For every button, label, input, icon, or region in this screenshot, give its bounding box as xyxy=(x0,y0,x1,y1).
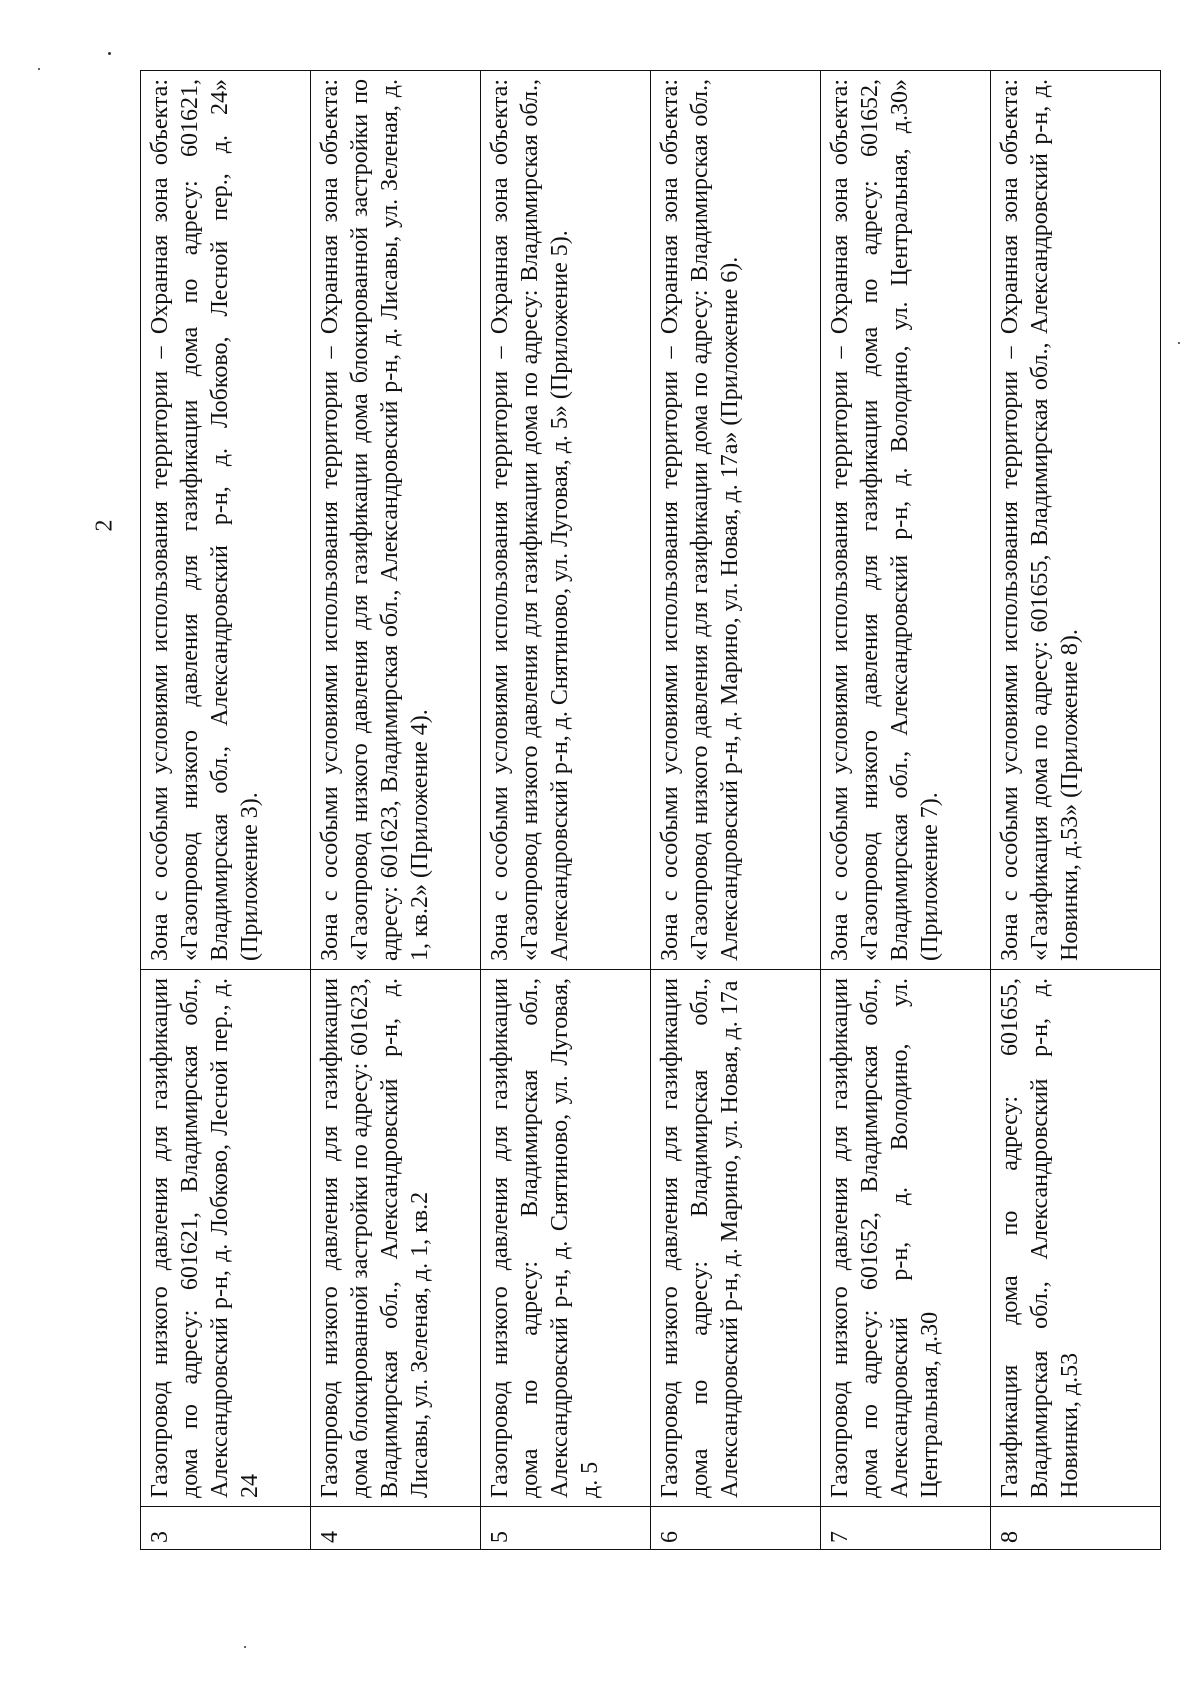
object-description: Газопровод низкого давления для газификации дома по адресу: Владимирская обл., Александровский р-н, д. Снятиново, ул. Луговая, д. 5 xyxy=(481,970,651,1507)
table-row xyxy=(821,71,991,1550)
row-number: 4 xyxy=(311,1507,481,1550)
object-description: Газопровод низкого давления для газификации дома по адресу: Владимирская обл., Александровский р-н, д. Марино, ул. Новая, д. 17а xyxy=(651,970,821,1507)
scan-speck xyxy=(1178,342,1180,344)
table-row xyxy=(651,71,821,1550)
object-description: Газопровод низкого давления для газификации дома по адресу: 601621, Владимирская обл., Александровский р-н, д. Лобково, Лесной пер., д. 24 xyxy=(141,970,311,1507)
table-row xyxy=(141,71,311,1550)
table-row xyxy=(481,71,651,1550)
scan-speck xyxy=(108,52,111,55)
table-row xyxy=(311,71,481,1550)
table-row xyxy=(991,71,1161,1550)
row-number: 5 xyxy=(481,1507,651,1550)
zone-description: Зона с особыми условиями использования территории – Охранная зона объекта: «Газопровод низкого давления для газификации дома по адресу: 601652, Владимирская обл., Александровский р-н, д. Володино, ул. Центральная, д.30» (Приложение 7). xyxy=(821,71,991,970)
rotated-table-container xyxy=(140,70,1160,1550)
table-rotation-wrapper xyxy=(140,70,1160,1550)
object-description: Газификация дома по адресу: 601655, Владимирская обл., Александровский р-н, д. Новинки, д.53 xyxy=(991,970,1161,1507)
row-number: 7 xyxy=(821,1507,991,1550)
page-number: 2 xyxy=(91,519,118,532)
scan-speck xyxy=(38,68,40,70)
zone-description: Зона с особыми условиями использования территории – Охранная зона объекта: «Газопровод низкого давления для газификации дома блокированной застройки по адресу: 601623, Владимирская обл., Александровский р-н, д. Лисавы, ул. Зеленая, д. 1, кв.2» (Приложение 4). xyxy=(311,71,481,970)
row-number: 8 xyxy=(991,1507,1161,1550)
zone-description: Зона с особыми условиями использования территории – Охранная зона объекта: «Газификация дома по адресу: 601655, Владимирская обл., Александровский р-н, д. Новинки, д.53» (Приложение 8). xyxy=(991,71,1161,970)
objects-table xyxy=(140,70,1161,1550)
row-number: 6 xyxy=(651,1507,821,1550)
scan-speck xyxy=(244,1646,246,1648)
object-description: Газопровод низкого давления для газификации дома по адресу: 601652, Владимирская обл., Александровский р-н, д. Володино, ул. Центральная, д.30 xyxy=(821,970,991,1507)
zone-description: Зона с особыми условиями использования территории – Охранная зона объекта: «Газопровод низкого давления для газификации дома по адресу: Владимирская обл., Александровский р-н, д. Снятиново, ул. Луговая, д. 5» (Приложение 5). xyxy=(481,71,651,970)
zone-description: Зона с особыми условиями использования территории – Охранная зона объекта: «Газопровод низкого давления для газификации дома по адресу: 601621, Владимирская обл., Александровский р-н, д. Лобково, Лесной пер., д. 24» (Приложение 3). xyxy=(141,71,311,970)
object-description: Газопровод низкого давления для газификации дома блокированной застройки по адресу: 601623, Владимирская обл., Александровский р-н, д. Лисавы, ул. Зеленая, д. 1, кв.2 xyxy=(311,970,481,1507)
zone-description: Зона с особыми условиями использования территории – Охранная зона объекта: «Газопровод низкого давления для газификации дома по адресу: Владимирская обл., Александровский р-н, д. Марино, ул. Новая, д. 17а» (Приложение 6). xyxy=(651,71,821,970)
row-number: 3 xyxy=(141,1507,311,1550)
